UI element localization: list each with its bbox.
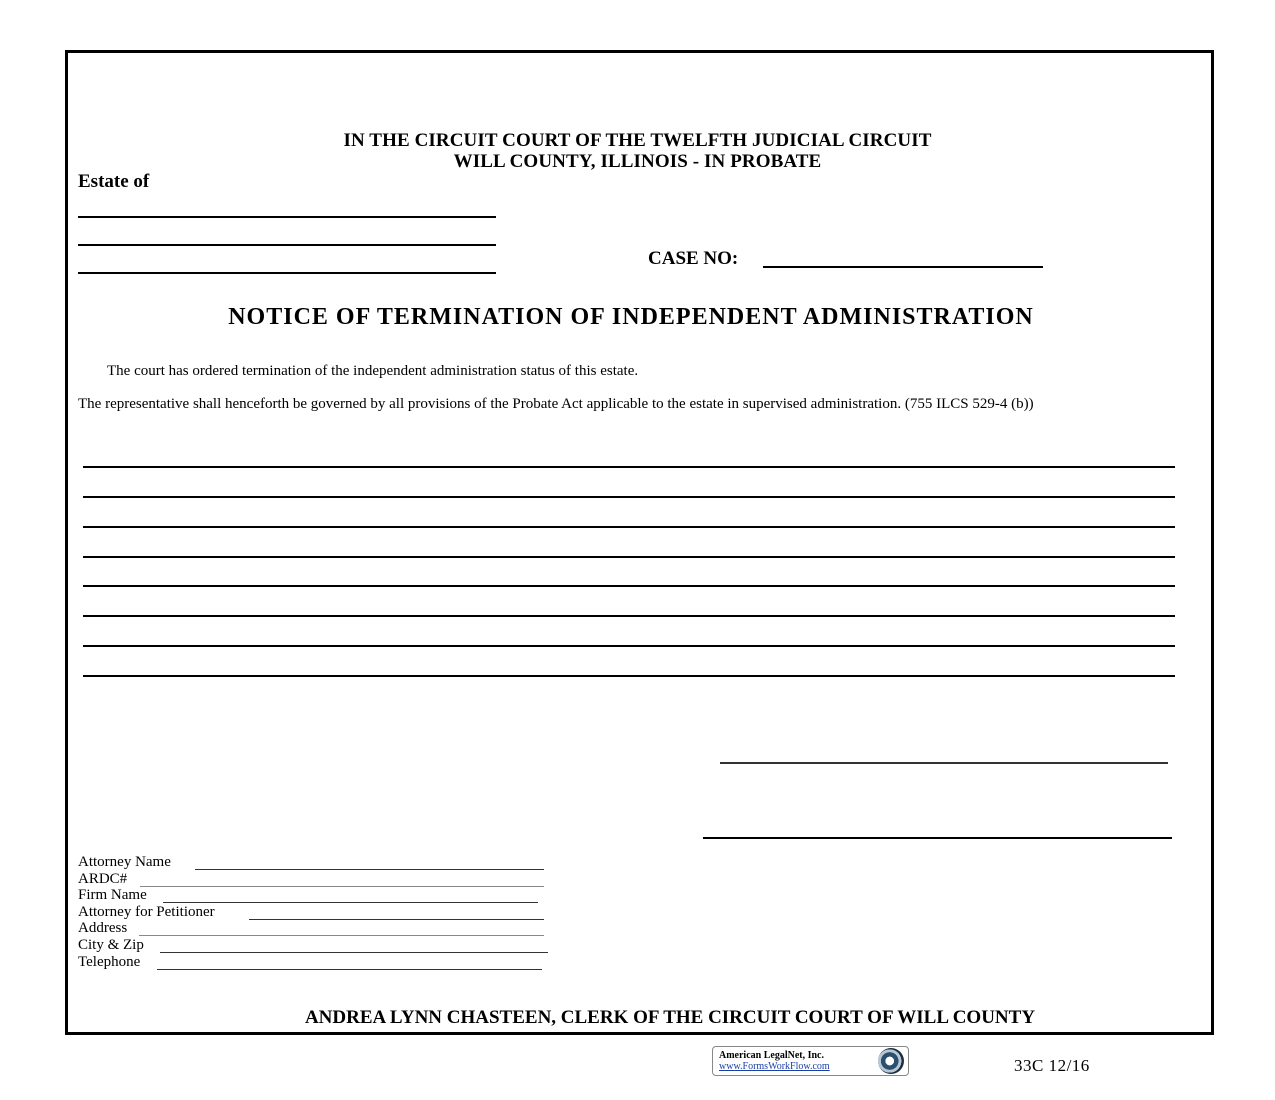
ardc-label: ARDC# [78, 871, 128, 887]
form-border [65, 50, 1214, 1035]
address-field[interactable] [139, 935, 544, 936]
ardc-field[interactable] [140, 886, 544, 887]
paragraph-governing-provisions: The representative shall henceforth be governed by all provisions of the Probate Act applicable to the estate in supervised administration. (755 ILCS 529-4 (b)) [78, 396, 1034, 412]
firm-name-field[interactable] [163, 902, 538, 903]
firm-name-label: Firm Name [78, 887, 147, 903]
court-header-line2: WILL COUNTY, ILLINOIS - IN PROBATE [453, 151, 822, 172]
estate-label: Estate of [78, 171, 150, 192]
globe-icon [878, 1048, 904, 1074]
estate-name-line-2[interactable] [78, 244, 496, 246]
attorney-for-petitioner-label: Attorney for Petitioner [78, 904, 215, 920]
blank-line[interactable] [83, 675, 1175, 677]
form-code: 33C 12/16 [1014, 1056, 1090, 1075]
attorney-name-field[interactable] [195, 869, 544, 870]
document-title: NOTICE OF TERMINATION OF INDEPENDENT ADMINISTRATION [228, 304, 1034, 330]
case-no-label: CASE NO: [648, 248, 739, 269]
blank-line[interactable] [83, 585, 1175, 587]
signature-line-2[interactable] [703, 837, 1172, 839]
blank-line[interactable] [83, 615, 1175, 617]
paragraph-termination-ordered: The court has ordered termination of the independent administration status of this estate. [107, 363, 639, 379]
court-header-line1: IN THE CIRCUIT COURT OF THE TWELFTH JUDICIAL CIRCUIT [343, 130, 932, 151]
attorney-name-label: Attorney Name [78, 854, 171, 870]
city-zip-field[interactable] [160, 952, 548, 953]
telephone-field[interactable] [157, 969, 542, 970]
vendor-url-link[interactable]: www.FormsWorkFlow.com [719, 1061, 830, 1072]
vendor-name: American LegalNet, Inc. [719, 1050, 824, 1061]
blank-line[interactable] [83, 526, 1175, 528]
address-label: Address [78, 920, 128, 936]
blank-line[interactable] [83, 496, 1175, 498]
blank-line[interactable] [83, 645, 1175, 647]
clerk-footer: ANDREA LYNN CHASTEEN, CLERK OF THE CIRCUIT COURT OF WILL COUNTY [304, 1007, 1036, 1028]
city-zip-label: City & Zip [78, 937, 144, 953]
telephone-label: Telephone [78, 954, 141, 970]
signature-line-1[interactable] [720, 762, 1168, 764]
estate-name-line-3[interactable] [78, 272, 496, 274]
blank-line[interactable] [83, 556, 1175, 558]
vendor-logo[interactable] [712, 1046, 909, 1076]
attorney-for-petitioner-field[interactable] [249, 919, 544, 920]
estate-name-line-1[interactable] [78, 216, 496, 218]
case-no-field[interactable] [763, 266, 1043, 268]
blank-line[interactable] [83, 466, 1175, 468]
